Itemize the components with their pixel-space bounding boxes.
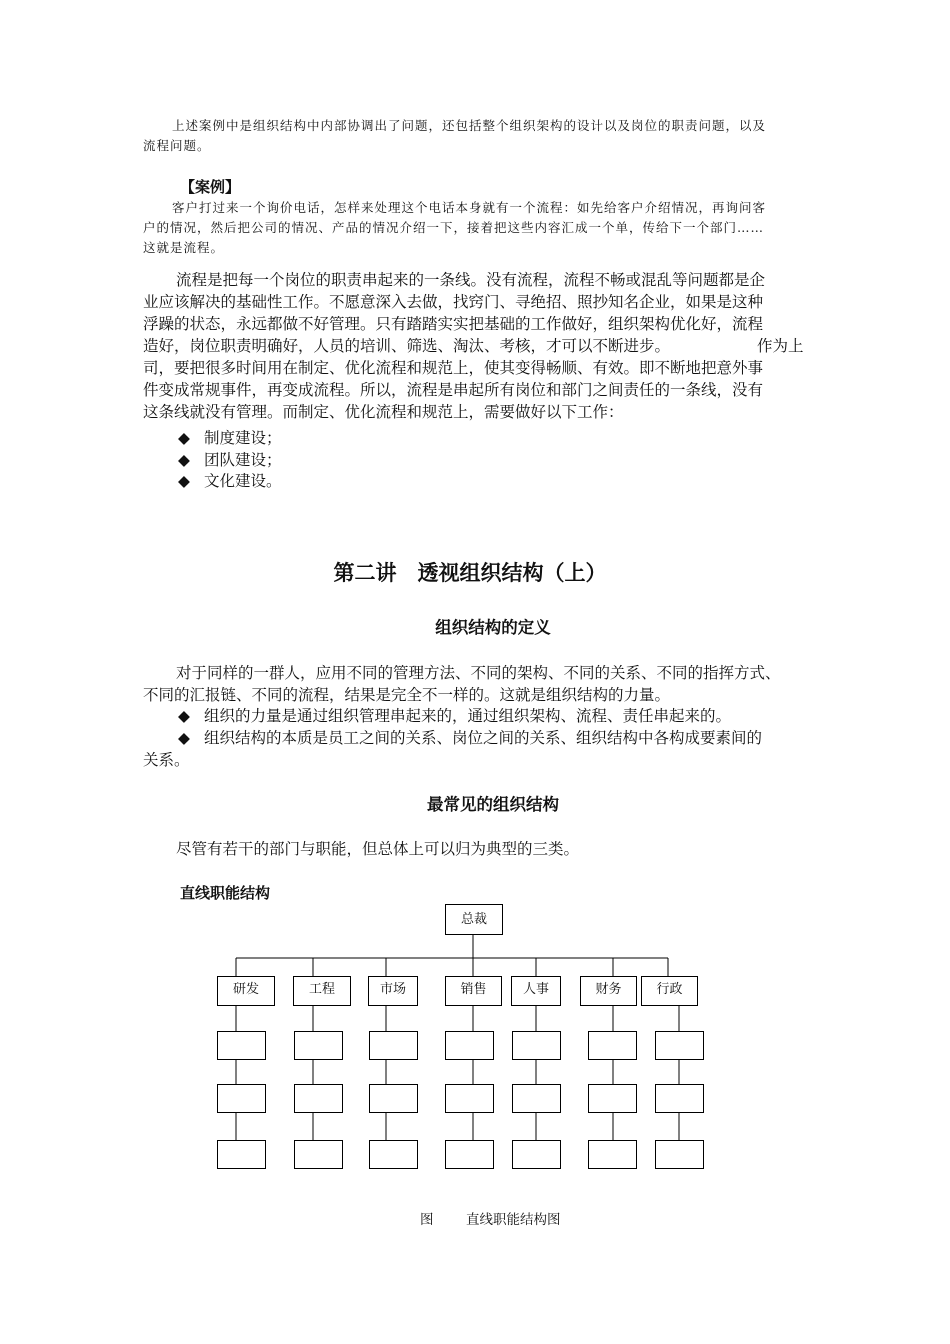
org-box-dept-engineering: 工程 [293, 976, 351, 1006]
common-structures-text: 尽管有若干的部门与职能，但总体上可以归为典型的三类。 [176, 840, 580, 858]
org-box-sub [445, 1031, 494, 1060]
definition-bullet-2-line-2: 关系。 [143, 751, 190, 769]
process-line-4: 造好，岗位职责明确好，人员的培训、筛选、淘汰、考核，才可以不断进步。 [143, 337, 671, 355]
bullet-diamond-icon: ◆ [178, 429, 190, 447]
org-box-sub [294, 1140, 343, 1169]
org-box-sub [655, 1140, 704, 1169]
intro-line-2: 流程问题。 [143, 138, 211, 153]
process-line-6: 件变成常规事件，再变成流程。所以，流程是串起所有岗位和部门之间责任的一条线，没有 [143, 381, 764, 399]
case-line-3: 这就是流程。 [143, 240, 225, 255]
intro-line-1: 上述案例中是组织结构中内部协调出了问题，还包括整个组织架构的设计以及岗位的职责问题，以及 [172, 118, 767, 133]
case-heading: 【案例】 [180, 178, 241, 196]
case-line-2: 户的情况，然后把公司的情况、产品的情况介绍一下，接着把这些内容汇成一个单，传给下一个部门…… [143, 220, 765, 235]
org-box-dept-sales: 销售 [445, 976, 502, 1006]
definition-bullet-1: 组织的力量是通过组织管理串起来的，通过组织架构、流程、责任串起来的。 [204, 707, 732, 725]
figure-caption-title: 直线职能结构图 [466, 1212, 561, 1228]
org-box-sub [217, 1140, 266, 1169]
org-box-president: 总裁 [445, 904, 503, 935]
process-line-1: 流程是把每一个岗位的职责串起来的一条线。没有流程，流程不畅或混乱等问题都是企 [176, 271, 766, 289]
org-box-sub [588, 1084, 637, 1113]
org-box-dept-admin: 行政 [641, 976, 698, 1006]
bullet-diamond-icon: ◆ [178, 472, 190, 490]
definition-bullet-2-line-1: 组织结构的本质是员工之间的关系、岗位之间的关系、组织结构中各构成要素间的 [204, 729, 763, 747]
figure-caption-label: 图 [420, 1212, 434, 1228]
org-box-dept-marketing: 市场 [368, 976, 418, 1006]
org-box-sub [294, 1084, 343, 1113]
org-box-sub [369, 1140, 418, 1169]
bullet-diamond-icon: ◆ [178, 451, 190, 469]
bullet-item: 团队建设； [204, 451, 282, 469]
section-heading-definition: 组织结构的定义 [435, 618, 551, 637]
org-box-sub [294, 1031, 343, 1060]
org-box-dept-rnd: 研发 [217, 976, 275, 1006]
process-line-7: 这条线就没有管理。而制定、优化流程和规范上，需要做好以下工作： [143, 403, 624, 421]
bullet-diamond-icon: ◆ [178, 707, 190, 725]
org-box-dept-hr: 人事 [511, 976, 561, 1006]
bullet-item: 文化建设。 [204, 472, 282, 490]
org-box-sub [445, 1140, 494, 1169]
org-box-sub [512, 1084, 561, 1113]
org-box-sub [512, 1140, 561, 1169]
process-line-2: 业应该解决的基础性工作。不愿意深入去做，找窍门、寻绝招、照抄知名企业，如果是这种 [143, 293, 764, 311]
process-line-5: 司，要把很多时间用在制定、优化流程和规范上，使其变得畅顺、有效。即不断地把意外事 [143, 359, 764, 377]
org-box-sub [369, 1031, 418, 1060]
org-box-sub [588, 1140, 637, 1169]
subheading-line-functional: 直线职能结构 [180, 884, 271, 902]
org-box-sub [217, 1084, 266, 1113]
org-box-sub [445, 1084, 494, 1113]
org-box-dept-finance: 财务 [580, 976, 637, 1006]
org-box-sub [655, 1031, 704, 1060]
org-box-sub [217, 1031, 266, 1060]
bullet-item: 制度建设； [204, 429, 282, 447]
section-heading-common: 最常见的组织结构 [427, 795, 559, 814]
case-line-1: 客户打过来一个询价电话，怎样来处理这个电话本身就有一个流程：如先给客户介绍情况，再询问客 [172, 200, 767, 215]
process-line-3: 浮躁的状态，永远都做不好管理。只有踏踏实实把基础的工作做好，组织架构优化好，流程 [143, 315, 764, 333]
org-box-sub [588, 1031, 637, 1060]
org-box-sub [369, 1084, 418, 1113]
bullet-diamond-icon: ◆ [178, 729, 190, 747]
lecture-title: 第二讲 透视组织结构（上） [333, 561, 607, 585]
definition-line-2: 不同的汇报链、不同的流程，结果是完全不一样的。这就是组织结构的力量。 [143, 686, 671, 704]
org-box-sub [655, 1084, 704, 1113]
process-line-4b: 作为上 [757, 337, 804, 355]
org-box-sub [512, 1031, 561, 1060]
definition-line-1: 对于同样的一群人，应用不同的管理方法、不同的架构、不同的关系、不同的指挥方式、 [176, 664, 781, 682]
